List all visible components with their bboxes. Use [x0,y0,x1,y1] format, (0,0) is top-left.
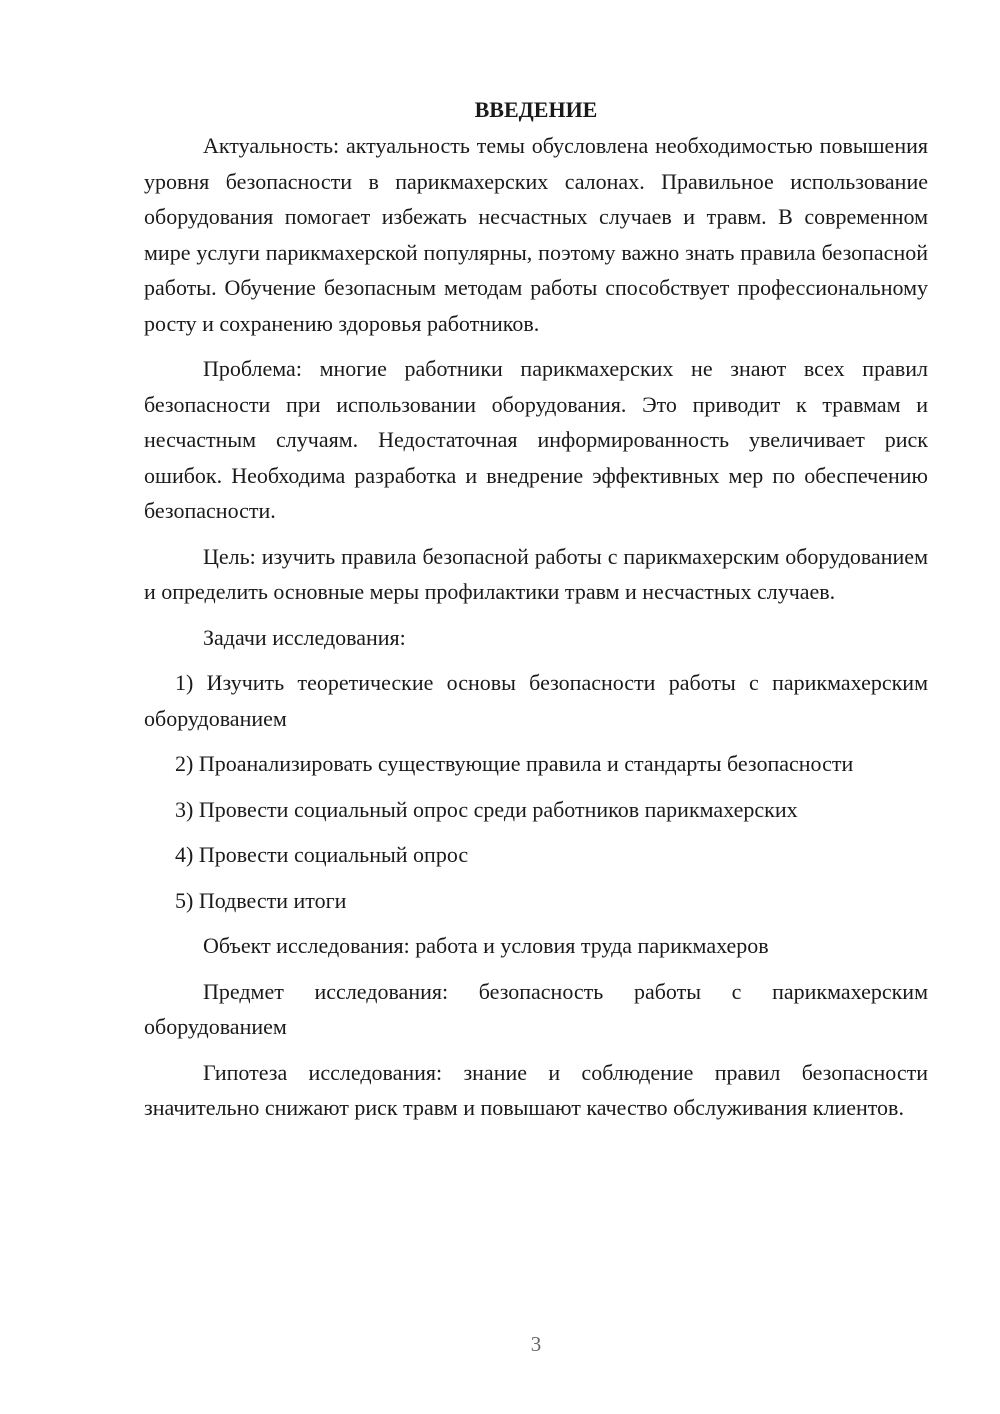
list-item-task-1: 1) Изучить теоретические основы безопасности работы с парикмахерским оборудованием [144,670,928,731]
page-number: 3 [530,1332,542,1356]
list-item-task-4: 4) Провести социальный опрос [175,842,469,867]
paragraph-goal: Цель: изучить правила безопасной работы с парикмахерским оборудованием и определить основные меры профилактики травм и несчастных случаев. [144,543,928,604]
page-title: ВВЕДЕНИЕ [474,97,598,122]
paragraph-object: Объект исследования: работа и условия труда парикмахеров [203,933,769,958]
paragraph-subject: Предмет исследования: безопасность работы с парикмахерским оборудованием [144,978,928,1039]
paragraph-hypothesis: Гипотеза исследования: знание и соблюдение правил безопасности значительно снижают риск травм и повышают качество обслуживания клиентов. [144,1059,928,1120]
paragraph-tasks-heading: Задачи исследования: [203,624,406,650]
list-item-task-3: 3) Провести социальный опрос среди работников парикмахерских [175,796,798,822]
paragraph-problem: Проблема: многие работники парикмахерских не знают всех правил безопасности при использовании оборудования. Это приводит к травмам и несчастным случаям. Недостаточная информированность увеличивает риск ошибок. Необходима разработка и внедрение эффективных мер по обеспечению безопасности. [144,356,928,523]
list-item-task-5: 5) Подвести итоги [175,887,347,913]
page-content [144,92,928,1136]
list-item-task-2: 2) Проанализировать существующие правила и стандарты безопасности [175,751,854,776]
paragraph-relevance: Актуальность: актуальность темы обусловлена необходимостью повышения уровня безопасности в парикмахерских салонах. Правильное использование оборудования помогает избежать несчастных случаев и травм. В современном мире услуги парикмахерской популярны, поэтому важно знать правила безопасной работы. Обучение безопасным методам работы способствует профессиональному росту и сохранению здоровья работников. [144,133,928,336]
